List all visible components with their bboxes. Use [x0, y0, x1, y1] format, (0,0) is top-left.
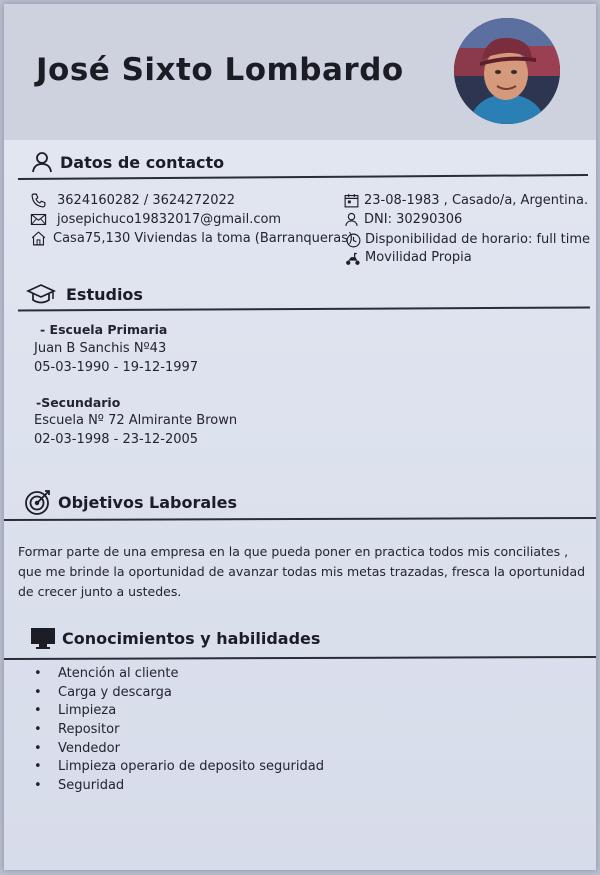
- clock-icon: [345, 232, 362, 249]
- list-item: • Repositor: [34, 722, 120, 738]
- birth-text: 23-08-1983 , Casado/a, Argentina.: [364, 193, 589, 208]
- candidate-name: José Sixto Lombardo: [36, 52, 404, 88]
- email-text: josepichuco19832017@gmail.com: [57, 212, 282, 227]
- resume-page: [4, 4, 596, 870]
- divider-estudios: [18, 307, 590, 312]
- objetivos-text: Formar parte de una empresa en la que pueda poner en practica todos mis conciliates , que me brinde la oportunidad de avanzar todas mis metas trazadas, fresca la oportunidad de crecer junto a ustedes.: [18, 544, 586, 599]
- address-text: Casa75,130 Viviendas la toma (Barranqueras): [53, 231, 354, 246]
- availability-text: Disponibilidad de horario: full time: [365, 232, 590, 247]
- section-title-objetivos: Objetivos Laborales: [24, 488, 237, 516]
- primaria-label: - Escuela Primaria: [40, 322, 168, 337]
- section-title-contacto: Datos de contacto: [30, 150, 224, 174]
- secundario-label: -Secundario: [36, 395, 121, 410]
- primaria-dates: 05-03-1990 - 19-12-1997: [34, 360, 199, 375]
- dni-text: DNI: 30290306: [364, 212, 463, 227]
- monitor-icon: [30, 626, 56, 650]
- id-person-icon: [343, 211, 360, 228]
- divider-objetivos: [4, 517, 596, 521]
- primaria-school: Juan B Sanchis Nº43: [34, 341, 167, 356]
- divider-contacto: [18, 174, 588, 180]
- list-item: • Limpieza operario de deposito seguridad: [34, 759, 324, 775]
- list-item: • Vendedor: [34, 740, 120, 756]
- list-item: • Carga y descarga: [34, 684, 172, 700]
- mail-icon: [30, 211, 47, 228]
- section-title-estudios: Estudios: [26, 282, 143, 306]
- list-item: • Seguridad: [34, 778, 125, 794]
- phone-text: 3624160282 / 3624272022: [57, 193, 236, 208]
- person-icon: [30, 150, 54, 174]
- home-icon: [30, 230, 47, 247]
- profile-photo: [454, 18, 560, 124]
- list-item: • Limpieza: [34, 703, 117, 719]
- target-icon: [24, 488, 52, 516]
- graduation-cap-icon: [26, 282, 56, 306]
- secundario-school: Escuela Nº 72 Almirante Brown: [34, 413, 238, 428]
- secundario-dates: 02-03-1998 - 23-12-2005: [34, 432, 199, 447]
- divider-conocimientos: [4, 656, 596, 660]
- calendar-icon: [343, 192, 360, 209]
- list-item: • Atención al cliente: [34, 666, 179, 681]
- mobility-text: Movilidad Propia: [365, 250, 472, 265]
- section-title-conocimientos: Conocimientos y habilidades: [30, 626, 320, 650]
- skills-list: [34, 666, 324, 797]
- scooter-icon: [344, 250, 361, 267]
- phone-icon: [30, 192, 47, 209]
